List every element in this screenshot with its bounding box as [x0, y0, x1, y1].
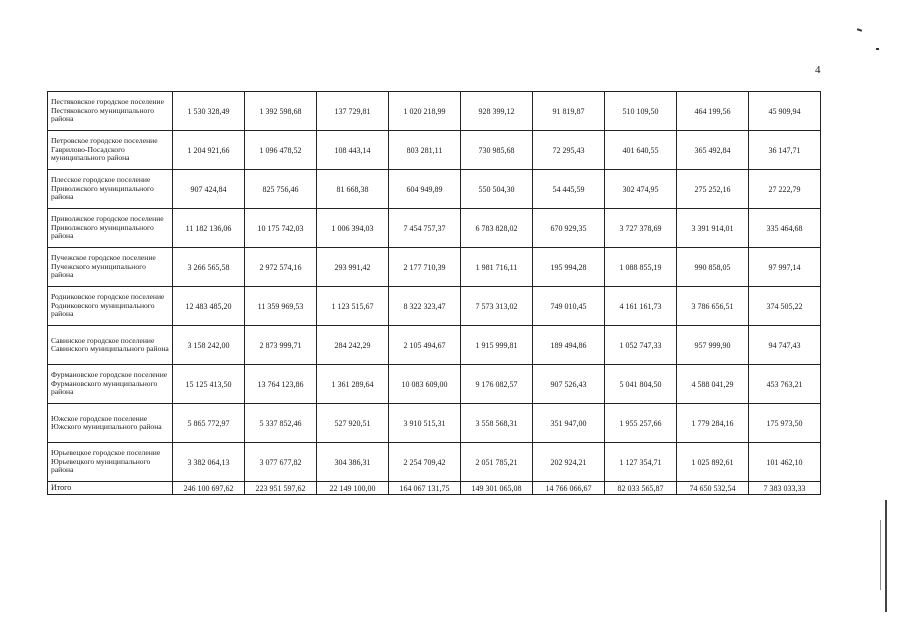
- table-row: [48, 131, 821, 170]
- settlement-name-cell: Юрьевецкое городское поселение Юрьевецкого муниципального района: [48, 443, 173, 482]
- amount-cell: 1 088 855,19: [605, 248, 677, 287]
- amount-cell: 81 668,38: [317, 170, 389, 209]
- total-row: [48, 482, 821, 495]
- amount-cell: 12 483 485,20: [173, 287, 245, 326]
- amount-cell: 453 763,21: [749, 365, 821, 404]
- amount-cell: 1 392 598,68: [245, 92, 317, 131]
- amount-cell: 9 176 082,57: [461, 365, 533, 404]
- amount-cell: 374 505,22: [749, 287, 821, 326]
- amount-cell: 2 972 574,16: [245, 248, 317, 287]
- total-amount-cell: 22 149 100,00: [317, 482, 389, 495]
- amount-cell: 36 147,71: [749, 131, 821, 170]
- total-amount-cell: 82 033 565,87: [605, 482, 677, 495]
- amount-cell: 3 266 565,58: [173, 248, 245, 287]
- amount-cell: 2 254 709,42: [389, 443, 461, 482]
- amount-cell: 3 727 378,69: [605, 209, 677, 248]
- amount-cell: 670 929,35: [533, 209, 605, 248]
- amount-cell: 7 454 757,37: [389, 209, 461, 248]
- table-body: [48, 92, 821, 495]
- amount-cell: 284 242,29: [317, 326, 389, 365]
- table-row: [48, 326, 821, 365]
- amount-cell: 5 337 852,46: [245, 404, 317, 443]
- amount-cell: 137 729,81: [317, 92, 389, 131]
- amount-cell: 4 588 041,29: [677, 365, 749, 404]
- amount-cell: 527 920,51: [317, 404, 389, 443]
- total-amount-cell: 246 100 697,62: [173, 482, 245, 495]
- amount-cell: 1 096 478,52: [245, 131, 317, 170]
- amount-cell: 5 041 804,50: [605, 365, 677, 404]
- amount-cell: 730 985,68: [461, 131, 533, 170]
- scan-speck: [857, 28, 862, 32]
- amount-cell: 3 158 242,00: [173, 326, 245, 365]
- amount-cell: 10 175 742,03: [245, 209, 317, 248]
- amount-cell: 2 873 999,71: [245, 326, 317, 365]
- amount-cell: 1 052 747,33: [605, 326, 677, 365]
- amount-cell: 351 947,00: [533, 404, 605, 443]
- scan-edge-line: [885, 500, 887, 612]
- amount-cell: 304 386,31: [317, 443, 389, 482]
- settlement-name-cell: Петровское городское поселение Гаврилово-Посадского муниципального района: [48, 131, 173, 170]
- amount-cell: 957 999,90: [677, 326, 749, 365]
- amount-cell: 6 783 828,02: [461, 209, 533, 248]
- amount-cell: 1 779 284,16: [677, 404, 749, 443]
- amount-cell: 45 909,94: [749, 92, 821, 131]
- amount-cell: 175 973,50: [749, 404, 821, 443]
- amount-cell: 1 530 328,49: [173, 92, 245, 131]
- amount-cell: 1 025 892,61: [677, 443, 749, 482]
- table-row: [48, 287, 821, 326]
- amount-cell: 510 109,50: [605, 92, 677, 131]
- amount-cell: 91 819,87: [533, 92, 605, 131]
- amount-cell: 97 997,14: [749, 248, 821, 287]
- settlement-name-cell: Пестяковское городское поселение Пестяковского муниципального района: [48, 92, 173, 131]
- amount-cell: 293 991,42: [317, 248, 389, 287]
- amount-cell: 5 865 772,97: [173, 404, 245, 443]
- amount-cell: 202 924,21: [533, 443, 605, 482]
- amount-cell: 803 281,11: [389, 131, 461, 170]
- amount-cell: 3 391 914,01: [677, 209, 749, 248]
- settlement-name-cell: Савинское городское поселение Савинского муниципального района: [48, 326, 173, 365]
- amount-cell: 1 204 921,66: [173, 131, 245, 170]
- amount-cell: 1 361 289,64: [317, 365, 389, 404]
- table-row: [48, 92, 821, 131]
- amount-cell: 4 161 161,73: [605, 287, 677, 326]
- amount-cell: 11 182 136,06: [173, 209, 245, 248]
- amount-cell: 1 020 218,99: [389, 92, 461, 131]
- amount-cell: 604 949,89: [389, 170, 461, 209]
- amount-cell: 275 252,16: [677, 170, 749, 209]
- table-row: [48, 443, 821, 482]
- amount-cell: 13 764 123,86: [245, 365, 317, 404]
- total-amount-cell: 14 766 066,67: [533, 482, 605, 495]
- amount-cell: 401 640,55: [605, 131, 677, 170]
- settlement-name-cell: Пучежское городское поселение Пучежского муниципального района: [48, 248, 173, 287]
- settlements-budget-table: [47, 91, 821, 495]
- table-row: [48, 365, 821, 404]
- amount-cell: 2 051 785,21: [461, 443, 533, 482]
- amount-cell: 464 199,56: [677, 92, 749, 131]
- amount-cell: 1 981 716,11: [461, 248, 533, 287]
- amount-cell: 3 910 515,31: [389, 404, 461, 443]
- amount-cell: 1 123 515,67: [317, 287, 389, 326]
- scan-edge-line: [880, 520, 881, 590]
- settlement-name-cell: Южское городское поселение Южского муниципального района: [48, 404, 173, 443]
- settlement-name-cell: Фурмановское городское поселение Фурмановского муниципального района: [48, 365, 173, 404]
- amount-cell: 11 359 969,53: [245, 287, 317, 326]
- amount-cell: 72 295,43: [533, 131, 605, 170]
- table-row: [48, 170, 821, 209]
- settlement-name-cell: Плесское городское поселение Приволжского муниципального района: [48, 170, 173, 209]
- table-row: [48, 248, 821, 287]
- table-row: [48, 404, 821, 443]
- amount-cell: 302 474,95: [605, 170, 677, 209]
- amount-cell: 27 222,79: [749, 170, 821, 209]
- amount-cell: 1 006 394,03: [317, 209, 389, 248]
- amount-cell: 8 322 323,47: [389, 287, 461, 326]
- amount-cell: 1 915 999,81: [461, 326, 533, 365]
- amount-cell: 928 399,12: [461, 92, 533, 131]
- amount-cell: 195 994,28: [533, 248, 605, 287]
- amount-cell: 1 127 354,71: [605, 443, 677, 482]
- amount-cell: 10 083 609,00: [389, 365, 461, 404]
- amount-cell: 3 382 064,13: [173, 443, 245, 482]
- amount-cell: 3 077 677,82: [245, 443, 317, 482]
- amount-cell: 3 786 656,51: [677, 287, 749, 326]
- settlement-name-cell: Приволжское городское поселение Приволжского муниципального района: [48, 209, 173, 248]
- table-row: [48, 209, 821, 248]
- total-label-cell: Итого: [48, 482, 173, 495]
- total-amount-cell: 149 301 065,08: [461, 482, 533, 495]
- amount-cell: 15 125 413,50: [173, 365, 245, 404]
- page-number: 4: [815, 64, 821, 76]
- total-amount-cell: 74 650 532,54: [677, 482, 749, 495]
- amount-cell: 550 504,30: [461, 170, 533, 209]
- amount-cell: 335 464,68: [749, 209, 821, 248]
- amount-cell: 94 747,43: [749, 326, 821, 365]
- amount-cell: 54 445,59: [533, 170, 605, 209]
- amount-cell: 189 494,86: [533, 326, 605, 365]
- total-amount-cell: 7 383 033,33: [749, 482, 821, 495]
- amount-cell: 2 105 494,67: [389, 326, 461, 365]
- amount-cell: 907 526,43: [533, 365, 605, 404]
- amount-cell: 2 177 710,39: [389, 248, 461, 287]
- amount-cell: 108 443,14: [317, 131, 389, 170]
- amount-cell: 3 558 568,31: [461, 404, 533, 443]
- amount-cell: 7 573 313,02: [461, 287, 533, 326]
- amount-cell: 1 955 257,66: [605, 404, 677, 443]
- amount-cell: 365 492,84: [677, 131, 749, 170]
- scan-speck: [876, 48, 879, 50]
- amount-cell: 907 424,84: [173, 170, 245, 209]
- amount-cell: 749 010,45: [533, 287, 605, 326]
- amount-cell: 825 756,46: [245, 170, 317, 209]
- total-amount-cell: 223 951 597,62: [245, 482, 317, 495]
- settlement-name-cell: Родниковское городское поселение Родниковского муниципального района: [48, 287, 173, 326]
- total-amount-cell: 164 067 131,75: [389, 482, 461, 495]
- amount-cell: 101 462,10: [749, 443, 821, 482]
- amount-cell: 990 858,05: [677, 248, 749, 287]
